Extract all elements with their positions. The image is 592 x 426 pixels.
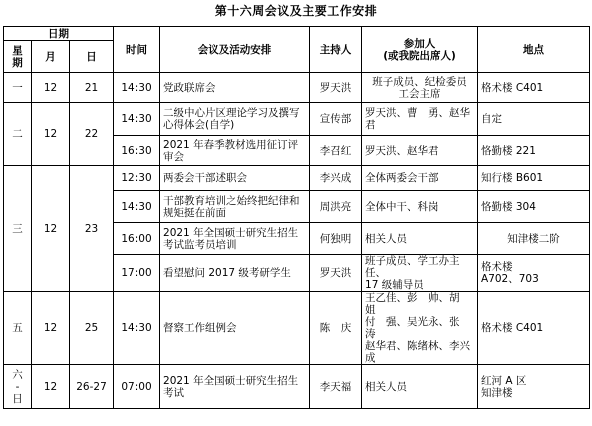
table-row [4, 166, 590, 191]
schedule-table [3, 26, 590, 409]
header-day: 日 [70, 41, 114, 73]
weekday-cell: 一 [4, 73, 32, 103]
month-cell: 12 [32, 365, 70, 409]
host-cell: 陈 庆 [310, 292, 362, 365]
meeting-cell: 干部教育培训之始终把纪律和规矩挺在前面 [160, 191, 310, 223]
attendees-cell: 班子成员、学工办主任、 17 级辅导员 [362, 255, 478, 292]
header-location: 地点 [478, 27, 590, 73]
table-row [4, 365, 590, 409]
location-cell: 恪勤楼 304 [478, 191, 590, 223]
attendees-cell: 罗天洪、曹 勇、赵华君 [362, 103, 478, 136]
month-cell: 12 [32, 166, 70, 292]
meeting-cell: 二级中心片区理论学习及撰写心得体会(自学) [160, 103, 310, 136]
host-cell: 何独明 [310, 223, 362, 255]
header-meeting: 会议及活动安排 [160, 27, 310, 73]
host-cell: 宣传部 [310, 103, 362, 136]
time-cell: 14:30 [114, 73, 160, 103]
host-cell: 罗天洪 [310, 73, 362, 103]
header-weekday: 星 期 [4, 41, 32, 73]
day-cell: 26-27 [70, 365, 114, 409]
attendees-cell: 全体两委会干部 [362, 166, 478, 191]
header-date: 日期 [4, 27, 114, 41]
header-month: 月 [32, 41, 70, 73]
day-cell: 21 [70, 73, 114, 103]
table-row [4, 103, 590, 136]
attendees-cell: 相关人员 [362, 365, 478, 409]
location-cell: 红河 A 区 知津楼 [478, 365, 590, 409]
location-cell: 格术楼 A702、703 [478, 255, 590, 292]
host-cell: 罗天洪 [310, 255, 362, 292]
time-cell: 16:00 [114, 223, 160, 255]
day-cell: 22 [70, 103, 114, 166]
attendees-cell: 罗天洪、赵华君 [362, 136, 478, 166]
time-cell: 12:30 [114, 166, 160, 191]
location-cell: 恪勤楼 221 [478, 136, 590, 166]
time-cell: 14:30 [114, 191, 160, 223]
header-time: 时间 [114, 27, 160, 73]
meeting-cell: 2021 年全国硕士研究生招生考试 [160, 365, 310, 409]
location-cell: 知津楼二阶 [478, 223, 590, 255]
meeting-cell: 督察工作组例会 [160, 292, 310, 365]
meeting-cell: 两委会干部述职会 [160, 166, 310, 191]
host-cell: 周洪亮 [310, 191, 362, 223]
meeting-cell: 2021 年春季教材选用征订评审会 [160, 136, 310, 166]
attendees-cell: 全体中干、科岗 [362, 191, 478, 223]
page-title: 第十六周会议及主要工作安排 [214, 4, 378, 18]
month-cell: 12 [32, 103, 70, 166]
time-cell: 14:30 [114, 103, 160, 136]
location-cell: 知行楼 B601 [478, 166, 590, 191]
meeting-cell: 2021 年全国硕士研究生招生考试监考员培训 [160, 223, 310, 255]
meeting-cell: 看望慰问 2017 级考研学生 [160, 255, 310, 292]
host-cell: 李天福 [310, 365, 362, 409]
time-cell: 07:00 [114, 365, 160, 409]
host-cell: 李召红 [310, 136, 362, 166]
weekday-cell: 六 - 日 [4, 365, 32, 409]
month-cell: 12 [32, 292, 70, 365]
attendees-cell: 班子成员、纪检委员 工会主席 [362, 73, 478, 103]
location-cell: 自定 [478, 103, 590, 136]
weekday-cell: 二 [4, 103, 32, 166]
time-cell: 16:30 [114, 136, 160, 166]
location-cell: 格术楼 C401 [478, 73, 590, 103]
header-attendees: 参加人 (或我院出席人) [362, 27, 478, 73]
table-row [4, 73, 590, 103]
month-cell: 12 [32, 73, 70, 103]
attendees-cell: 相关人员 [362, 223, 478, 255]
host-cell: 李兴成 [310, 166, 362, 191]
weekday-cell: 五 [4, 292, 32, 365]
day-cell: 25 [70, 292, 114, 365]
day-cell: 23 [70, 166, 114, 292]
table-row [4, 292, 590, 365]
time-cell: 17:00 [114, 255, 160, 292]
time-cell: 14:30 [114, 292, 160, 365]
attendees-cell: 王乙佳、彭 帅、胡 姐 付 强、吴光永、张 涛 赵华君、陈绪林、李兴成 [362, 292, 478, 365]
weekday-cell: 三 [4, 166, 32, 292]
meeting-cell: 党政联席会 [160, 73, 310, 103]
location-cell: 格术楼 C401 [478, 292, 590, 365]
header-host: 主持人 [310, 27, 362, 73]
